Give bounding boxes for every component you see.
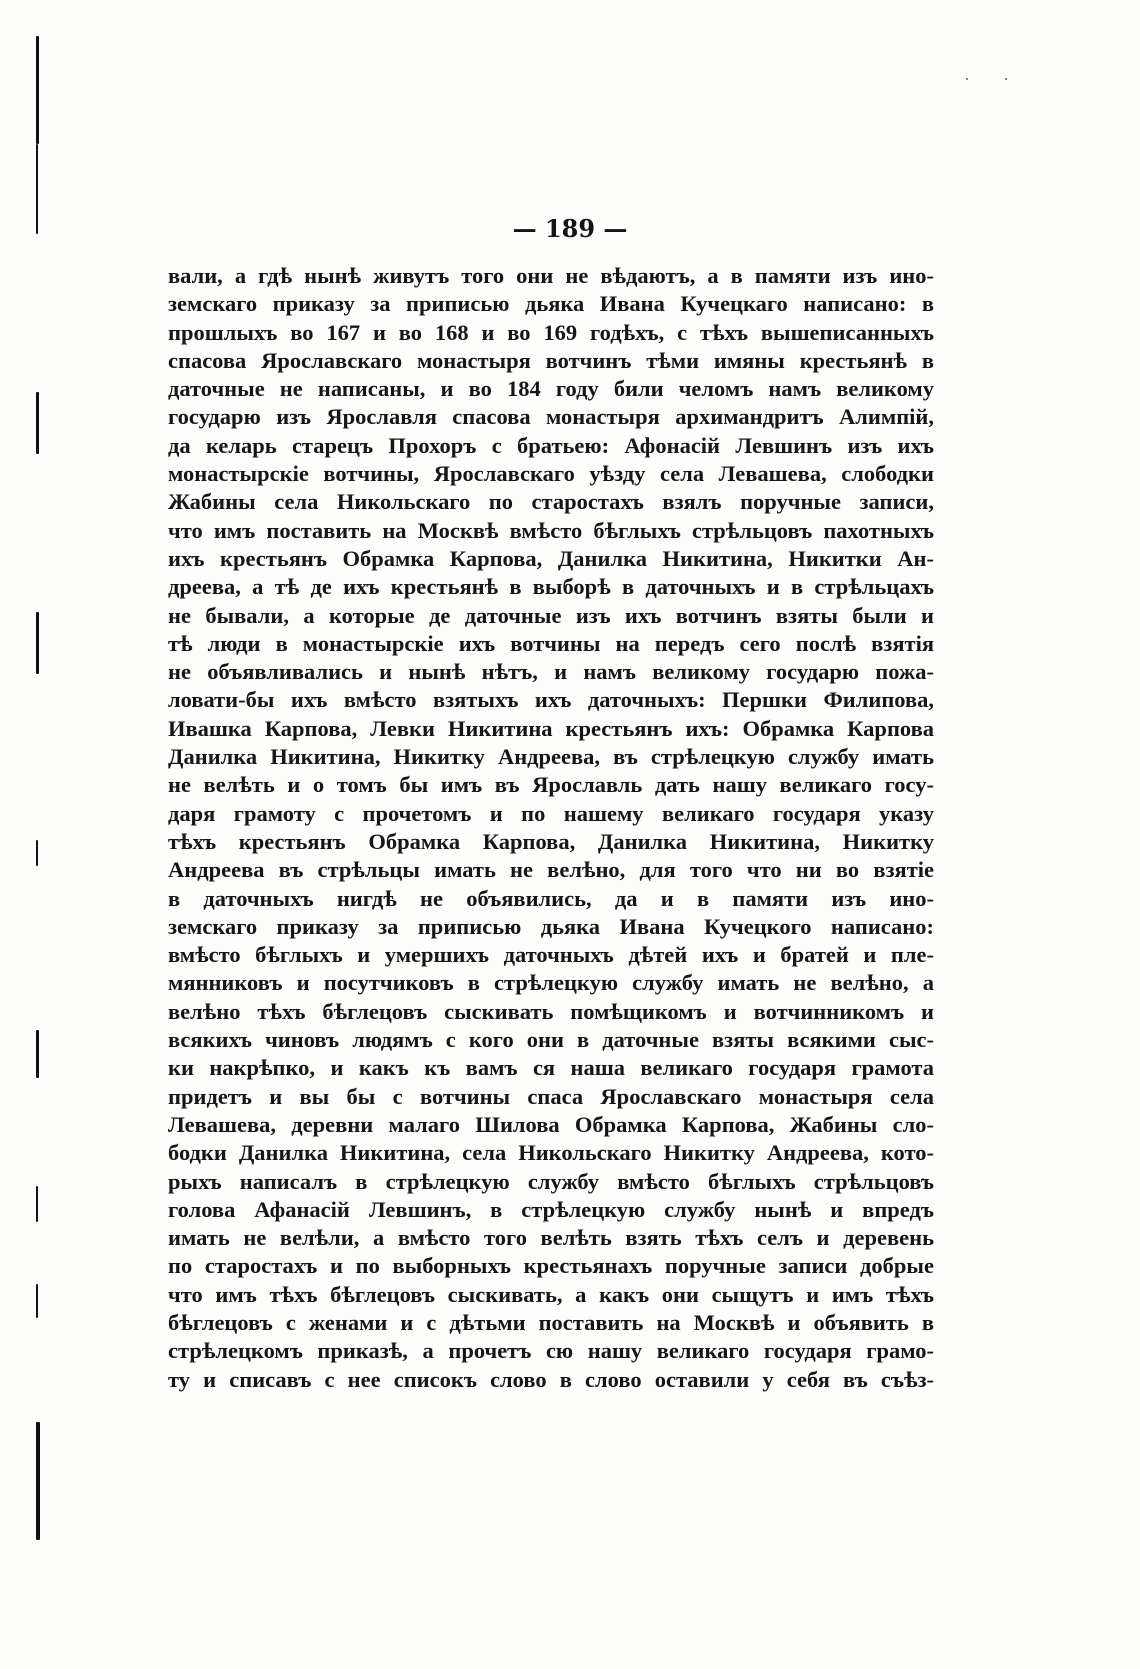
text-line: велѣно тѣхъ бѣглецовъ сыскивать помѣщикомъ и вотчинникомъ и bbox=[168, 998, 934, 1024]
text-line: что имъ тѣхъ бѣглецовъ сыскивать, а какъ они сыщутъ и имъ тѣхъ bbox=[168, 1281, 934, 1307]
text-line: рыхъ написалъ в стрѣлецкую службу вмѣсто бѣглыхъ стрѣльцовъ bbox=[168, 1168, 934, 1194]
scan-speck bbox=[966, 78, 968, 80]
scan-margin-mark bbox=[36, 1030, 39, 1078]
text-line: тѣ люди в монастырскіе ихъ вотчины на передъ сего послѣ взятія bbox=[168, 630, 934, 656]
text-line: тѣхъ крестьянъ Обрамка Карпова, Данилка Никитина, Никитку bbox=[168, 828, 934, 854]
text-line: да келарь старецъ Прохоръ с братьею: Афонасій Левшинъ изъ ихъ bbox=[168, 432, 934, 458]
text-line: ловати-бы ихъ вмѣсто взятыхъ ихъ даточныхъ: Першки Филипова, bbox=[168, 687, 934, 713]
text-line: всякихъ чиновъ людямъ с кого они в даточные взяты всякими сыс- bbox=[168, 1027, 934, 1053]
text-line: по старостахъ и по выборныхъ крестьянахъ поручные записи добрые bbox=[168, 1253, 934, 1279]
text-line: ки накрѣпко, и какъ къ вамъ ся наша великаго государя грамота bbox=[168, 1055, 934, 1081]
scan-margin-mark bbox=[36, 840, 38, 866]
scan-margin-mark bbox=[36, 1284, 38, 1318]
text-line: Левашева, деревни малаго Шилова Обрамка Карпова, Жабины сло- bbox=[168, 1111, 934, 1137]
text-line: прошлыхъ во 167 и во 168 и во 169 годѣхъ, с тѣхъ вышеписанныхъ bbox=[168, 319, 934, 345]
text-line: Ивашка Карпова, Левки Никитина крестьянъ ихъ: Обрамка Карпова bbox=[168, 715, 934, 741]
text-line: ихъ крестьянъ Обрамка Карпова, Данилка Никитина, Никитки Ан- bbox=[168, 545, 934, 571]
page-number: — 189 — bbox=[512, 214, 628, 243]
text-line: монастырскіе вотчины, Ярославскаго уѣзду села Левашева, слободки bbox=[168, 461, 934, 487]
text-line: стрѣлецкомъ приказѣ, а прочетъ сю нашу великаго государя грамо- bbox=[168, 1338, 934, 1364]
text-line: спасова Ярославскаго монастыря вотчинъ тѣми имяны крестьянѣ в bbox=[168, 347, 934, 373]
text-line: придетъ и вы бы с вотчины спаса Ярославскаго монастыря села bbox=[168, 1083, 934, 1109]
text-line: Жабины села Никольскаго по старостахъ взялъ поручные записи, bbox=[168, 489, 934, 515]
text-line: вали, а гдѣ нынѣ живутъ того они не вѣдаютъ, а в памяти изъ ино- bbox=[168, 263, 934, 288]
scan-margin-mark bbox=[36, 1186, 38, 1222]
text-line: мянниковъ и посутчиковъ в стрѣлецкую службу имать не велѣно, а bbox=[168, 970, 934, 996]
scan-margin-mark bbox=[36, 36, 39, 144]
scan-margin-mark bbox=[36, 392, 39, 454]
body-text bbox=[168, 262, 934, 1394]
text-line: земскаго приказу за приписью дьяка Ивана Кучецкаго написано: в bbox=[168, 291, 934, 317]
text-line: что имъ поставить на Москвѣ вмѣсто бѣглыхъ стрѣльцовъ пахотныхъ bbox=[168, 517, 934, 543]
text-line: не бывали, а которые де даточные изъ ихъ вотчинъ взяты были и bbox=[168, 602, 934, 628]
text-line: земскаго приказу за приписью дьяка Ивана Кучецкого написано: bbox=[168, 913, 934, 939]
text-line: бѣглецовъ с женами и с дѣтьми поставить на Москвѣ и объявить в bbox=[168, 1309, 934, 1335]
text-line: Андреева въ стрѣльцы имать не велѣно, для того что ни во взятіе bbox=[168, 857, 934, 883]
text-line: даря грамоту с прочетомъ и по нашему великаго государя указу bbox=[168, 800, 934, 826]
text-line: не велѣть и о томъ бы имъ въ Ярославль дать нашу великаго госу- bbox=[168, 772, 934, 798]
text-line: голова Афанасій Левшинъ, в стрѣлецкую службу нынѣ и впредъ bbox=[168, 1196, 934, 1222]
text-line: в даточныхъ нигдѣ не объявились, да и в памяти изъ ино- bbox=[168, 885, 934, 911]
scan-margin-mark bbox=[36, 612, 39, 674]
text-line: ту и списавъ с нее списокъ слово в слово оставили у себя въ съѣз- bbox=[168, 1366, 934, 1392]
scan-speck bbox=[1005, 78, 1007, 80]
text-line: даточные не написаны, и во 184 году били челомъ намъ великому bbox=[168, 376, 934, 402]
text-line: не объявливались и нынѣ нѣтъ, и намъ великому государю пожа- bbox=[168, 659, 934, 685]
scan-margin-mark bbox=[36, 1422, 40, 1540]
text-line: Данилка Никитина, Никитку Андреева, въ стрѣлецкую службу имать bbox=[168, 744, 934, 770]
text-line: бодки Данилка Никитина, села Никольскаго Никитку Андреева, кото- bbox=[168, 1140, 934, 1166]
text-line: вмѣсто бѣглыхъ и умершихъ даточныхъ дѣтей ихъ и братей и пле- bbox=[168, 942, 934, 968]
text-line: имать не велѣли, а вмѣсто того велѣть взять тѣхъ селъ и деревень bbox=[168, 1225, 934, 1251]
text-line: государю изъ Ярославля спасова монастыря архимандритъ Алимпій, bbox=[168, 404, 934, 430]
text-line: дреева, а тѣ де ихъ крестьянѣ в выборѣ в даточныхъ и в стрѣльцахъ bbox=[168, 574, 934, 600]
